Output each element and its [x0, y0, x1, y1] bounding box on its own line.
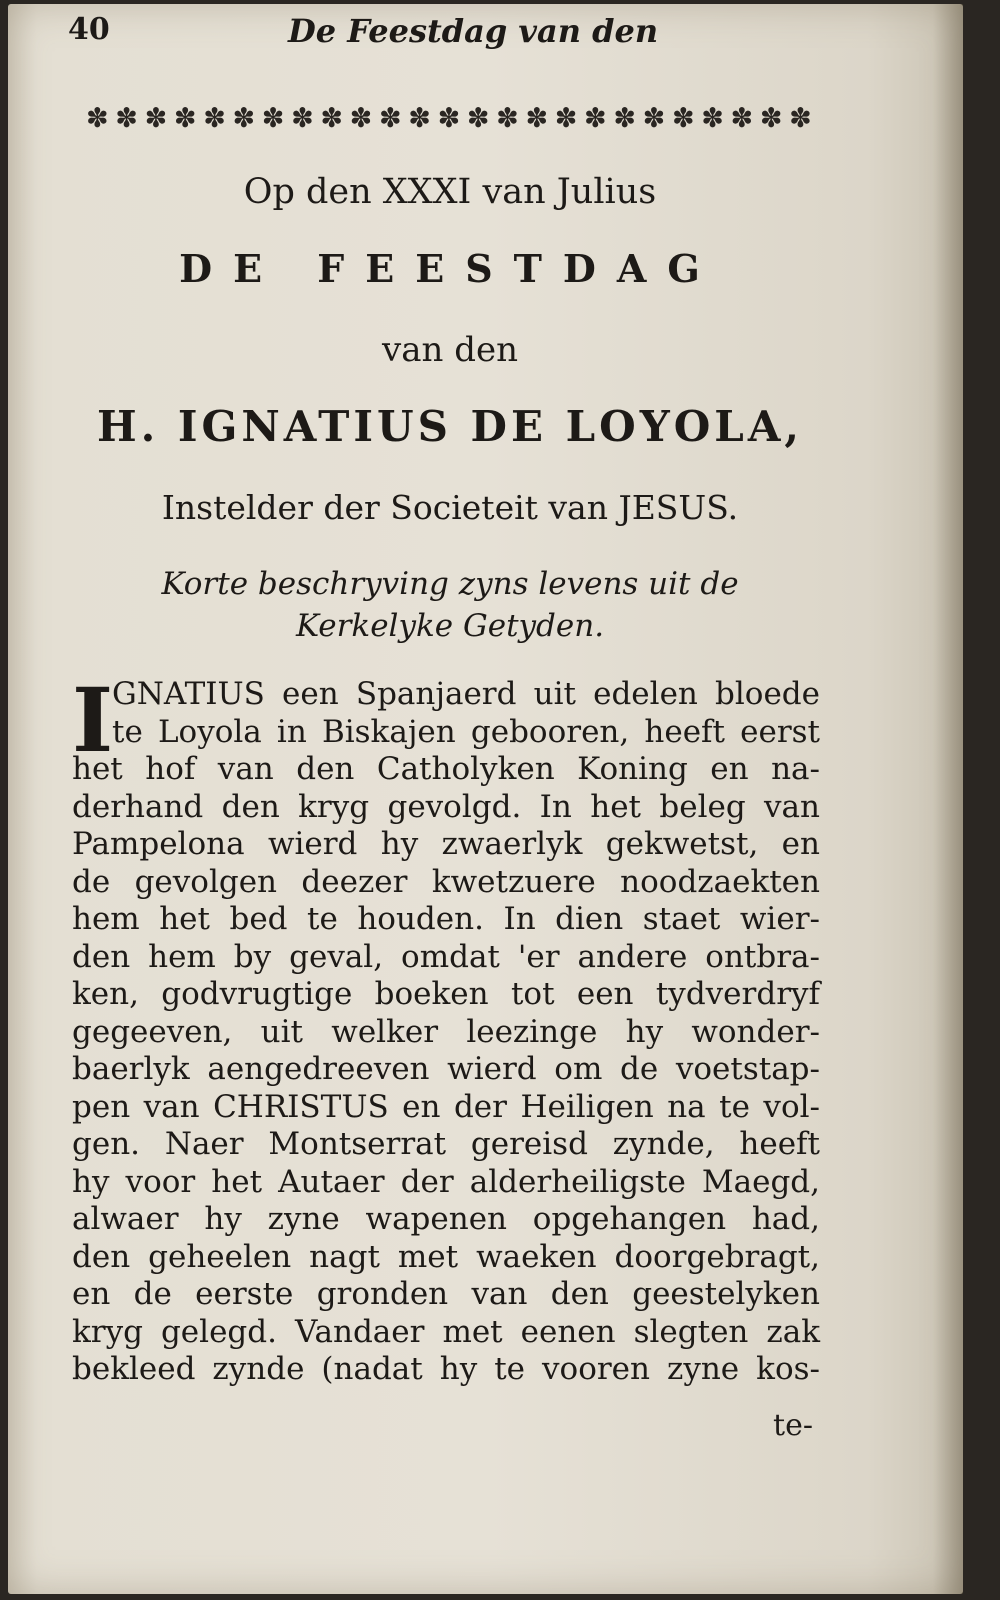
- ornament-flower-icon: ✽: [554, 102, 578, 134]
- ornament-flower-icon: ✽: [701, 102, 724, 134]
- body-line: kryg gelegd. Vandaer met eenen slegten zak: [72, 1313, 820, 1350]
- body-text: [72, 668, 820, 1389]
- page-gutter-shadow: [933, 4, 963, 1594]
- ornament-band: [86, 100, 812, 136]
- body-line: Pampelona wierd hy zwaerlyk gekwetst, en: [72, 826, 820, 862]
- body-line: hem het bed te houden. In dien staet wier-: [72, 901, 820, 937]
- body-line: baerlyk aengedreeven wierd om de voetstap-: [72, 1051, 820, 1087]
- body-line: derhand den kryg gevolgd. In het beleg van: [72, 788, 820, 825]
- ornament-flower-icon: ✽: [642, 102, 666, 134]
- ornament-flower-icon: ✽: [466, 102, 490, 134]
- body-line: de gevolgen deezer kwetzuere noodzaekten: [72, 863, 820, 900]
- body-line: te Loyola in Biskajen gebooren, heeft eerst: [112, 713, 820, 750]
- body-line: den geheelen nagt met waeken doorgebragt,: [72, 1238, 820, 1275]
- ornament-flower-icon: ✽: [115, 102, 138, 134]
- drop-cap: I: [72, 668, 114, 772]
- ornament-flower-icon: ✽: [408, 102, 431, 134]
- body-line: den hem by geval, omdat 'er andere ontbra-: [72, 938, 820, 975]
- van-den-line: van den: [382, 330, 518, 370]
- body-line: gegeeven, uit welker leezinge hy wonder-: [72, 1013, 820, 1050]
- ornament-flower-icon: ✽: [671, 102, 695, 134]
- body-line: het hof van den Catholyken Koning en na-: [72, 751, 820, 787]
- subtitle-line-2: Kerkelyke Getyden.: [295, 608, 605, 644]
- ornament-flower-icon: ✽: [730, 102, 754, 134]
- ornament-flower-icon: ✽: [203, 102, 226, 134]
- saint-name: H. IGNATIUS DE LOYOLA,: [96, 402, 804, 451]
- ornament-flower-icon: ✽: [86, 102, 109, 134]
- ornament-flower-icon: ✽: [496, 102, 519, 134]
- ornament-flower-icon: ✽: [437, 102, 461, 134]
- ornament-flower-icon: ✽: [613, 102, 636, 134]
- book-page: [8, 4, 963, 1594]
- body-line: ken, godvrugtige boeken tot een tydverdryf: [72, 976, 820, 1012]
- subtitle-line-1: Korte beschryving zyns levens uit de: [161, 566, 739, 602]
- running-title: De Feestdag van den: [288, 12, 659, 50]
- body-line: hy voor het Autaer der alderheiligste Maegd,: [72, 1163, 820, 1200]
- ornament-flower-icon: ✽: [349, 102, 373, 134]
- ornament-flower-icon: ✽: [759, 102, 783, 134]
- ornament-flower-icon: ✽: [173, 102, 197, 134]
- founder-line: Instelder der Societeit van JESUS.: [161, 488, 739, 527]
- ornament-flower-icon: ✽: [261, 102, 285, 134]
- catchword: te-: [773, 1408, 813, 1443]
- ornament-flower-icon: ✽: [525, 102, 549, 134]
- ornament-flower-icon: ✽: [144, 102, 168, 134]
- ornament-flower-icon: ✽: [320, 102, 343, 134]
- body-line: alwaer hy zyne wapenen opgehangen had,: [72, 1201, 820, 1237]
- page-number: 40: [68, 12, 110, 47]
- ornament-flower-icon: ✽: [584, 102, 607, 134]
- body-line: pen van CHRISTUS en der Heiligen na te vol-: [72, 1088, 820, 1125]
- ornament-flower-icon: ✽: [291, 102, 314, 134]
- body-line: GNATIUS een Spanjaerd uit edelen bloede: [112, 676, 820, 712]
- ornament-flower-icon: ✽: [789, 102, 812, 134]
- ornament-flower-icon: ✽: [378, 102, 402, 134]
- running-head: [8, 10, 963, 50]
- ornament-flower-icon: ✽: [232, 102, 256, 134]
- feast-title: DE FEESTDAG: [179, 246, 721, 291]
- body-line: en de eerste gronden van den geestelyken: [72, 1276, 820, 1312]
- date-line: Op den XXXI van Julius: [243, 172, 657, 212]
- body-line: gen. Naer Montserrat gereisd zynde, heeft: [72, 1126, 820, 1162]
- body-line: bekleed zynde (nadat hy te vooren zyne kos-: [72, 1351, 820, 1387]
